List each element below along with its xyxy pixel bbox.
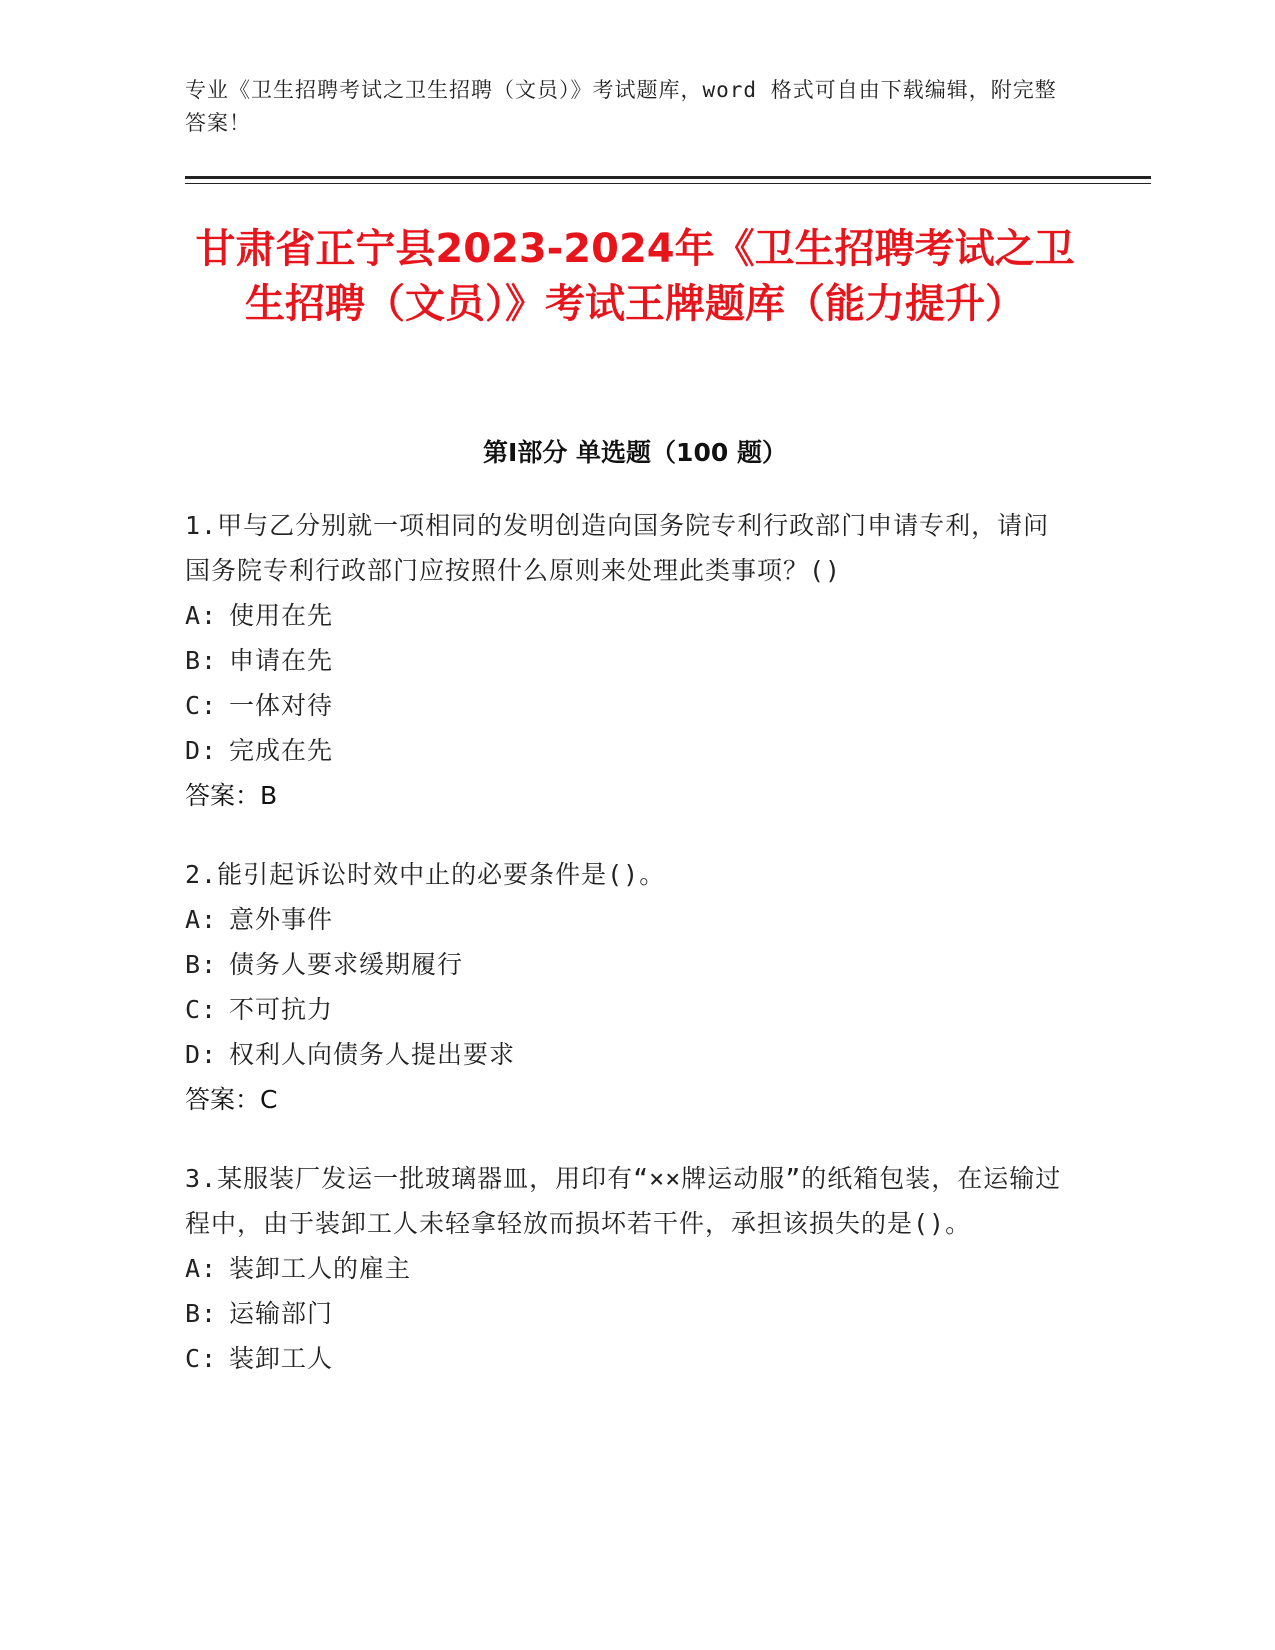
option-text: 使用在先 [229,601,334,630]
option-letter: A: [185,1254,218,1283]
option-text: 不可抗力 [229,995,334,1024]
document-title: 甘肃省正宁县2023-2024年《卫生招聘考试之卫生招聘（文员）》考试王牌题库（能力提升） [195,226,1075,327]
option-d [185,728,1065,773]
option-a [185,1246,1065,1291]
option-text: 完成在先 [229,736,334,765]
option-b [185,942,1065,987]
option-a [185,897,1065,942]
option-letter: B: [185,1299,218,1328]
option-text: 权利人向债务人提出要求 [229,1040,516,1069]
section-heading: 第Ⅰ部分 单选题（100 题） [483,438,787,467]
question-stem: 2.能引起诉讼时效中止的必要条件是()。 [185,860,666,889]
option-a [185,593,1065,638]
option-letter: C: [185,995,218,1024]
option-letter: C: [185,1344,218,1373]
option-text: 意外事件 [229,905,334,934]
question-3 [185,1156,1065,1381]
option-letter: D: [185,1040,218,1069]
answer-line: 答案：C [185,1085,278,1114]
option-b [185,1291,1065,1336]
option-letter: D: [185,736,218,765]
option-letter: B: [185,950,218,979]
option-text: 运输部门 [229,1299,334,1328]
question-2 [185,852,1065,1122]
header-note: 专业《卫生招聘考试之卫生招聘（文员）》考试题库，word 格式可自由下载编辑，附完整答案！ [185,78,1057,135]
question-stem: 1.甲与乙分别就一项相同的发明创造向国务院专利行政部门申请专利，请问国务院专利行政部门应按照什么原则来处理此类事项？() [185,511,1050,585]
question-stem: 3.某服装厂发运一批玻璃器皿，用印有“××牌运动服”的纸箱包装，在运输过程中，由于装卸工人未轻拿轻放而损坏若干件，承担该损失的是()。 [185,1164,1062,1238]
option-c [185,987,1065,1032]
option-text: 债务人要求缓期履行 [229,950,464,979]
option-b [185,638,1065,683]
option-letter: C: [185,691,218,720]
question-1 [185,503,1065,818]
header-rule-thin [185,183,1151,184]
option-c [185,683,1065,728]
option-letter: A: [185,905,218,934]
header-rule-thick [185,176,1151,179]
option-text: 装卸工人的雇主 [229,1254,412,1283]
option-text: 申请在先 [229,646,334,675]
answer-line: 答案：B [185,781,278,810]
option-text: 一体对待 [229,691,334,720]
option-c [185,1336,1065,1381]
option-letter: A: [185,601,218,630]
option-text: 装卸工人 [229,1344,334,1373]
option-d [185,1032,1065,1077]
option-letter: B: [185,646,218,675]
